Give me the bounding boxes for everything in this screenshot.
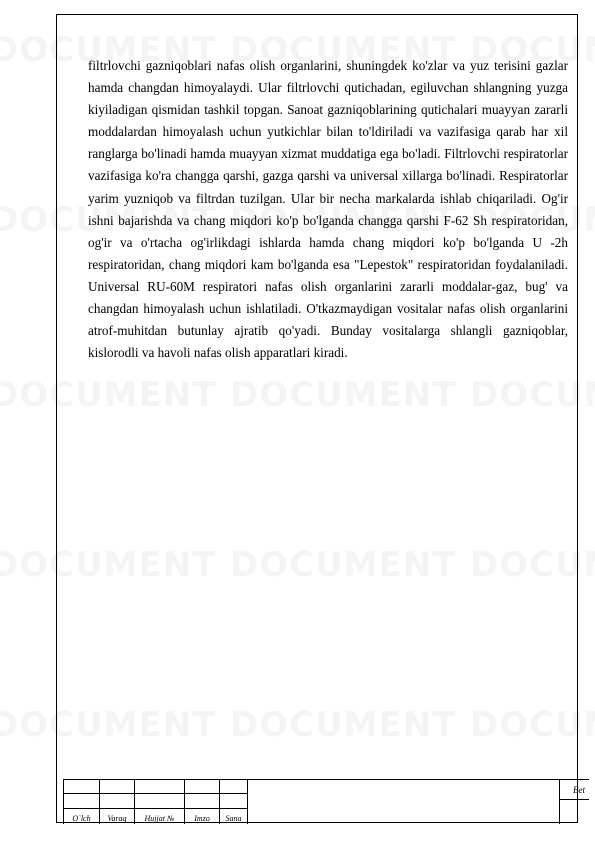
title-label-date: Sana — [225, 814, 242, 823]
title-label-izm: O`lch — [72, 814, 91, 823]
title-col-izm — [63, 780, 100, 824]
body-paragraph: filtrlovchi gazniqoblari nafas olish organlarini, shuningdek ko'zlar va yuz terisini gazlar hamda changdan himoyalaydi. Ular filtrlovchi qutichadan, egiluvchan shlangning yuzga kiyiladigan qismidan tashkil topgan. Sanoat gazniqoblarining qutichalari muayyan zararli moddalardan himoyalash uchun yutkichlar bilan to'ldiriladi va vazifasiga qarab har xil ranglarga bo'linadi hamda muayyan xizmat muddatiga ega bo'ladi. Filtrlovchi respiratorlar vazifasiga ko'ra changga qarshi, gazga qarshi va universal xillarga bo'linadi. Respiratorlar yarim yuzniqob va filtrdan tuzilgan. Ular bir necha markalarda ishlab chiqariladi. Og'ir ishni bajarishda va chang miqdori ko'p bo'lganda changga qarshi F-62 Sh respiratoridan, og'ir va o'rtacha og'irlikdagi ishlarda hamda chang miqdori ko'p bo'lganda U -2h respiratoridan, chang miqdori kam bo'lganda esa "Lepestok" respiratoridan foydalaniladi. Universal RU-60M respiratori nafas olish organlarini zararli moddalar-gaz, bug' va changdan himoyalash uchun ishlatiladi. O'tkazmaydigan vositalar nafas olish organlarini atrof-muhitdan butunlay ajratib qo'yadi. Bunday vositalarga shlangli gazniqoblar, kislorodli va havoli nafas olish apparatlari kiradi. — [88, 58, 568, 361]
document-body — [88, 55, 568, 364]
title-block — [63, 779, 589, 823]
title-col-date — [220, 780, 248, 824]
title-main-field — [248, 780, 560, 824]
title-label-list: Varaq — [107, 814, 127, 823]
title-label-doc: Hujjat № — [144, 814, 175, 823]
title-col-doc — [135, 780, 185, 824]
title-col-list — [100, 780, 135, 824]
title-sheet-cell — [560, 780, 589, 824]
sheet-label: Bet — [573, 785, 585, 795]
title-col-sign — [185, 780, 220, 824]
title-label-sign: Imzo — [194, 814, 210, 823]
